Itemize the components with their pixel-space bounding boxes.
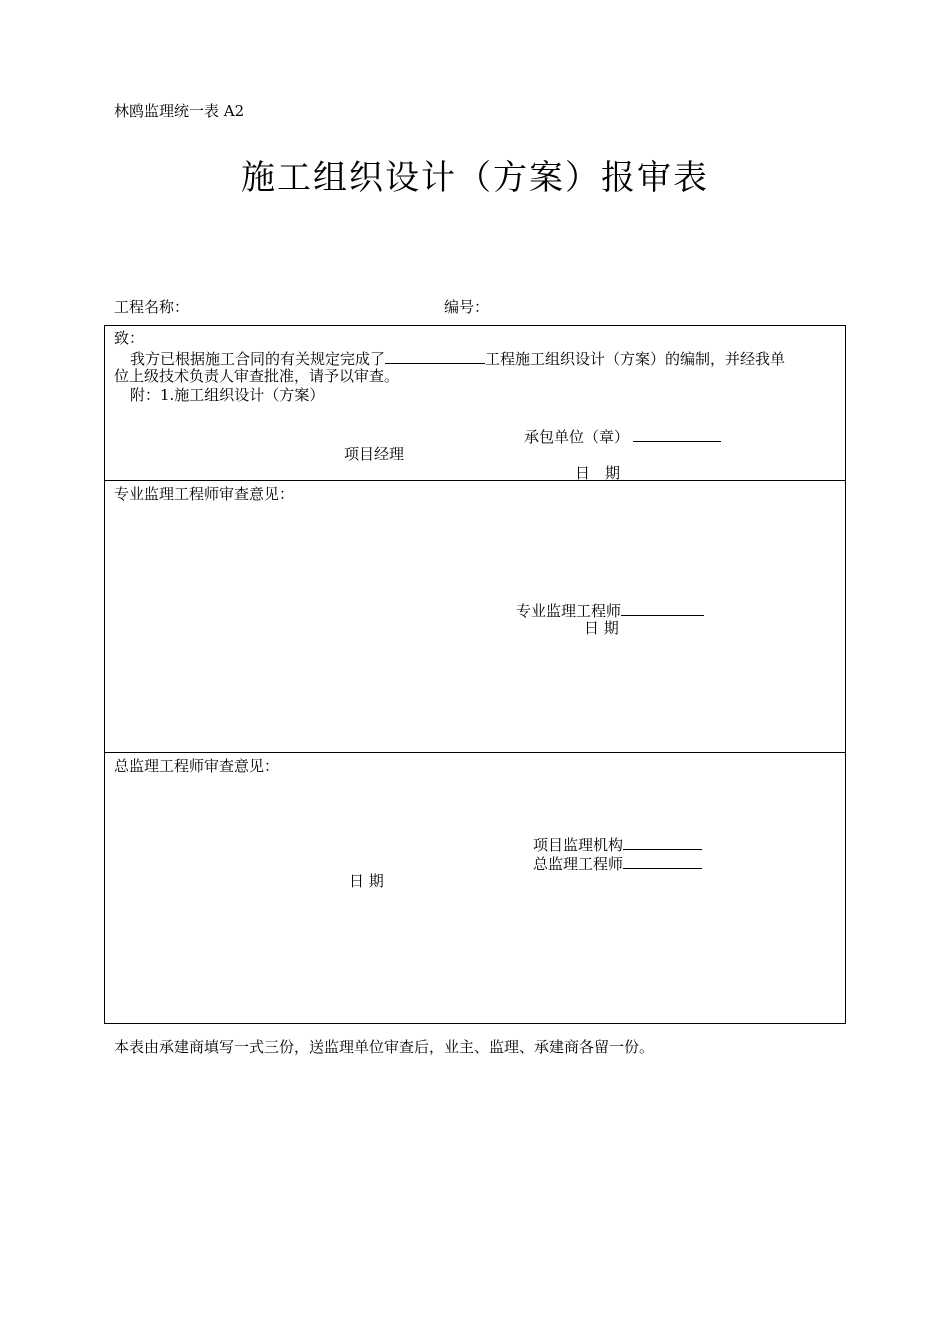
statement-line-2: 位上级技术负责人审查批准，请予以审查。 (114, 367, 400, 385)
project-manager-label: 项目经理 (344, 445, 405, 463)
chief-engineer-signature (533, 853, 702, 874)
page-title: 施工组织设计（方案）报审表 (241, 158, 709, 198)
submission-statement (130, 348, 785, 369)
contractor-label: 承包单位（章） (524, 428, 630, 446)
section3-date-label: 日 期 (349, 872, 384, 890)
section-divider-1 (104, 480, 846, 481)
contractor-blank-field[interactable] (633, 426, 721, 442)
supervision-org-signature (533, 834, 702, 855)
project-name-label: 工程名称： (114, 298, 190, 316)
form-table (104, 325, 846, 1024)
chief-review-heading: 总监理工程师审查意见： (114, 757, 280, 775)
section2-date-label: 日 期 (584, 619, 619, 637)
specialist-blank-field[interactable] (621, 600, 704, 616)
number-label: 编号： (444, 298, 490, 316)
specialist-engineer-label: 专业监理工程师 (516, 602, 622, 620)
statement-part-2: 工程施工组织设计（方案）的编制，并经我单 (485, 350, 786, 368)
to-label: 致： (114, 329, 145, 347)
specialist-review-heading: 专业监理工程师审查意见： (114, 485, 295, 503)
supervision-org-label: 项目监理机构 (533, 836, 624, 854)
attachment-line: 附：1.施工组织设计（方案） (130, 386, 325, 404)
contractor-signature (524, 426, 721, 447)
project-blank-field[interactable] (385, 348, 485, 364)
chief-blank-field[interactable] (623, 853, 702, 869)
chief-engineer-label: 总监理工程师 (533, 855, 624, 873)
section-divider-2 (104, 752, 846, 753)
specialist-signature (516, 600, 704, 621)
section1-date-label: 日 期 (575, 464, 621, 482)
org-blank-field[interactable] (623, 834, 702, 850)
footer-note: 本表由承建商填写一式三份，送监理单位审查后，业主、监理、承建商各留一份。 (114, 1038, 655, 1056)
statement-part-1: 我方已根据施工合同的有关规定完成了 (130, 350, 386, 368)
form-code: 林鸥监理统一表 A2 (114, 102, 245, 120)
